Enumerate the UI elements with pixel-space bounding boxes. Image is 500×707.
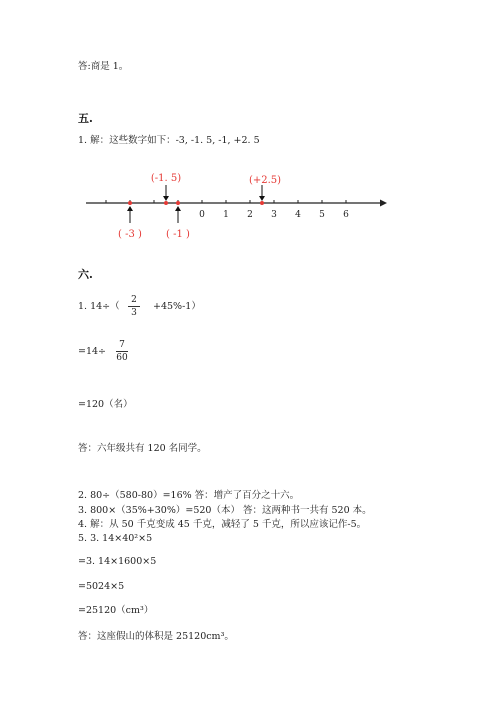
label-pos25: (+2.5)	[248, 175, 282, 186]
tick-label-4: 4	[295, 210, 301, 220]
tick-label-3: 3	[271, 210, 277, 220]
calc-line-1a: 1. 14÷（	[78, 301, 120, 312]
question-two-text: 2. 80÷（580-80）=16% 答：增产了百分之十六。	[78, 490, 300, 501]
arrow-up-icon	[175, 206, 181, 223]
question-five-line-2: =3. 14×1600×5	[78, 556, 157, 567]
calc-line-2a: =14÷	[78, 346, 107, 357]
label-neg15: (-1. 5)	[150, 173, 182, 184]
fraction-numerator: 2	[131, 295, 137, 305]
question-five-line-3: =5024×5	[78, 581, 125, 592]
arrow-down-icon	[163, 185, 169, 201]
question-four-text: 4. 解：从 50 千克变成 45 千克，减轻了 5 千克，所以应该记作-5。	[78, 519, 367, 530]
question-five-line-1: 5. 3. 14×40²×5	[78, 533, 153, 544]
point-neg1	[176, 201, 180, 205]
label-neg1: ( -1 )	[166, 229, 190, 240]
question-five-line-4: =25120（cm³）	[78, 605, 154, 616]
fraction-seven-sixtieths	[115, 339, 129, 364]
section-heading-six: 六.	[78, 268, 93, 281]
tick-label-1: 1	[223, 210, 229, 220]
number-line	[80, 165, 390, 245]
arrow-up-icon	[127, 206, 133, 223]
question-three-text: 3. 800×（35%+30%）=520（本） 答：这两种书一共有 520 本。	[78, 505, 372, 516]
point-neg15	[164, 201, 168, 205]
answer-text: 答:商是 1。	[78, 61, 129, 72]
number-line-arrow-icon	[380, 200, 387, 207]
arrow-down-icon	[259, 185, 265, 201]
tick-label-6: 6	[343, 210, 349, 220]
question-one-text: 1. 解：这些数字如下：-3, -1. 5, -1, +2. 5	[78, 135, 260, 146]
calc-line-3: =120（名）	[78, 399, 133, 410]
point-pos25	[260, 201, 264, 205]
tick-label-2: 2	[247, 210, 253, 220]
fraction-denominator: 60	[116, 353, 128, 363]
section-heading-five: 五.	[78, 112, 93, 125]
fraction-denominator: 3	[131, 308, 137, 318]
answer-text: 答：六年级共有 120 名同学。	[78, 443, 207, 454]
point-neg3	[128, 201, 132, 205]
tick-label-0: 0	[199, 210, 205, 220]
calc-line-1b: +45%-1）	[153, 301, 201, 312]
tick-label-5: 5	[319, 210, 325, 220]
fraction-numerator: 7	[119, 340, 125, 350]
label-neg3: ( -3 )	[118, 229, 142, 240]
answer-text: 答：这座假山的体积是 25120cm³。	[78, 631, 234, 642]
fraction-two-thirds	[127, 294, 141, 319]
